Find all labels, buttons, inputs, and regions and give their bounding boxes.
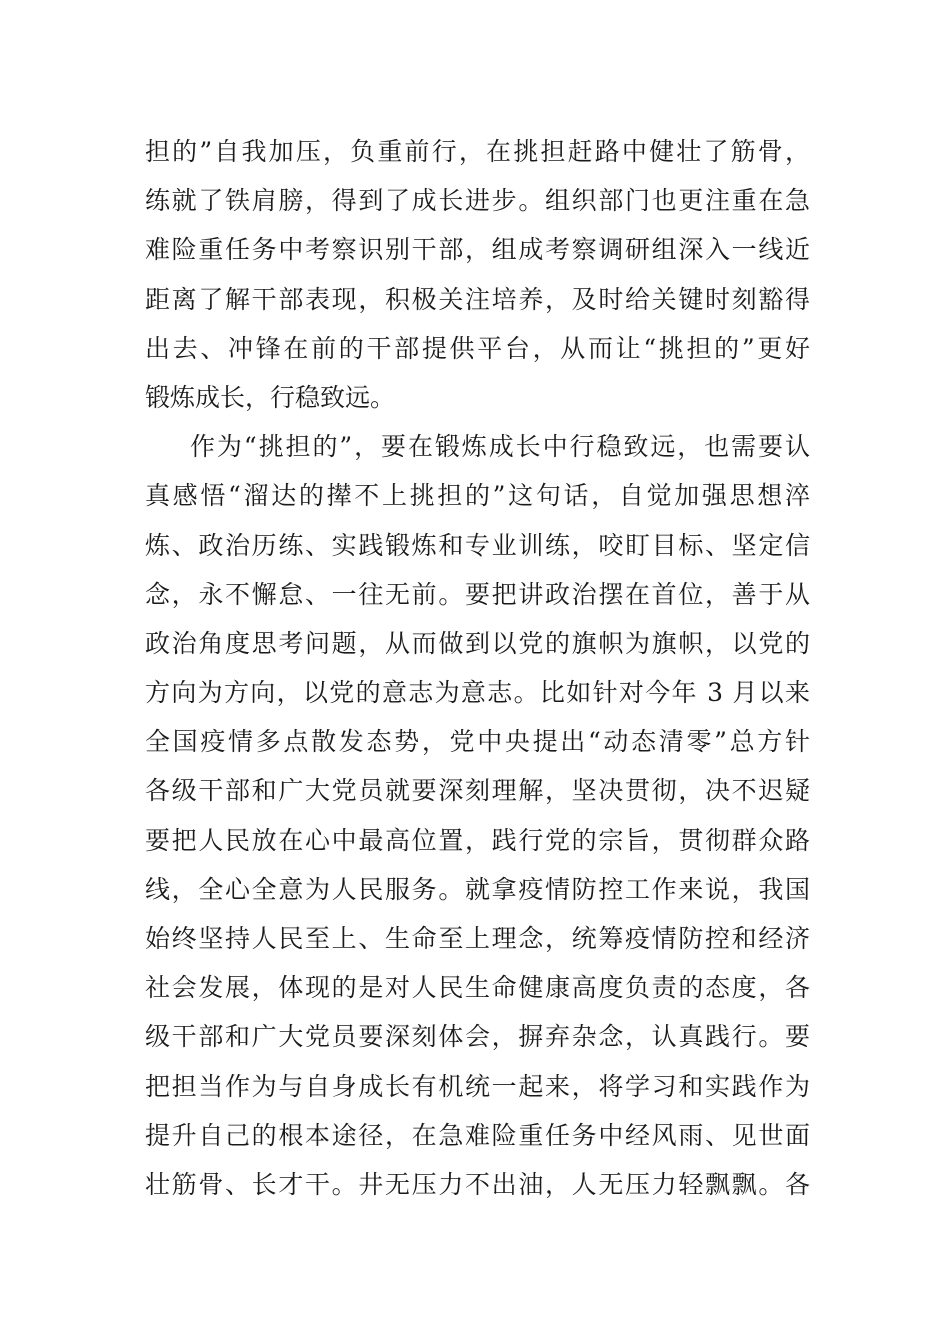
- text-line: 提升自己的根本途径，在急难险重任务中经风雨、见世面: [145, 1120, 810, 1150]
- text-line: 方向为方向，以党的意志为意志。比如针对今年 3 月以来: [145, 678, 810, 708]
- text-line: 练就了铁肩膀，得到了成长进步。组织部门也更注重在急: [145, 186, 810, 216]
- document-body: [145, 127, 810, 1209]
- text-line: 全国疫情多点散发态势，党中央提出“动态清零”总方针: [145, 727, 810, 757]
- text-line: 各级干部和广大党员就要深刻理解，坚决贯彻，决不迟疑: [145, 776, 810, 806]
- text-line: 距离了解干部表现，积极关注培养，及时给关键时刻豁得: [145, 284, 810, 314]
- text-line: 难险重任务中考察识别干部，组成考察调研组深入一线近: [145, 235, 810, 265]
- text-line: 级干部和广大党员要深刻体会，摒弃杂念，认真践行。要: [145, 1022, 810, 1052]
- text-line: 作为“挑担的”，要在锻炼成长中行稳致远，也需要认: [190, 432, 810, 462]
- text-line: 壮筋骨、长才干。井无压力不出油，人无压力轻飘飘。各: [145, 1169, 810, 1199]
- text-line: 出去、冲锋在前的干部提供平台，从而让“挑担的”更好: [145, 333, 810, 363]
- text-line: 锻炼成长，行稳致远。: [145, 382, 396, 412]
- text-line: 始终坚持人民至上、生命至上理念，统筹疫情防控和经济: [145, 924, 810, 953]
- text-line: 把担当作为与自身成长有机统一起来，将学习和实践作为: [145, 1071, 810, 1101]
- text-line: 社会发展，体现的是对人民生命健康高度负责的态度，各: [145, 973, 810, 1003]
- text-line: 政治角度思考问题，从而做到以党的旗帜为旗帜，以党的: [145, 628, 810, 658]
- text-line: 线，全心全意为人民服务。就拿疫情防控工作来说，我国: [145, 874, 810, 904]
- text-line: 念，永不懈怠、一往无前。要把讲政治摆在首位，善于从: [145, 579, 810, 609]
- text-line: 真感悟“溜达的撵不上挑担的”这句话，自觉加强思想淬: [145, 481, 810, 511]
- text-line: 炼、政治历练、实践锻炼和专业训练，咬盯目标、坚定信: [145, 530, 810, 560]
- text-line: 要把人民放在心中最高位置，践行党的宗旨，贯彻群众路: [145, 825, 810, 855]
- text-line: 担的”自我加压，负重前行，在挑担赶路中健壮了筋骨，: [145, 137, 810, 166]
